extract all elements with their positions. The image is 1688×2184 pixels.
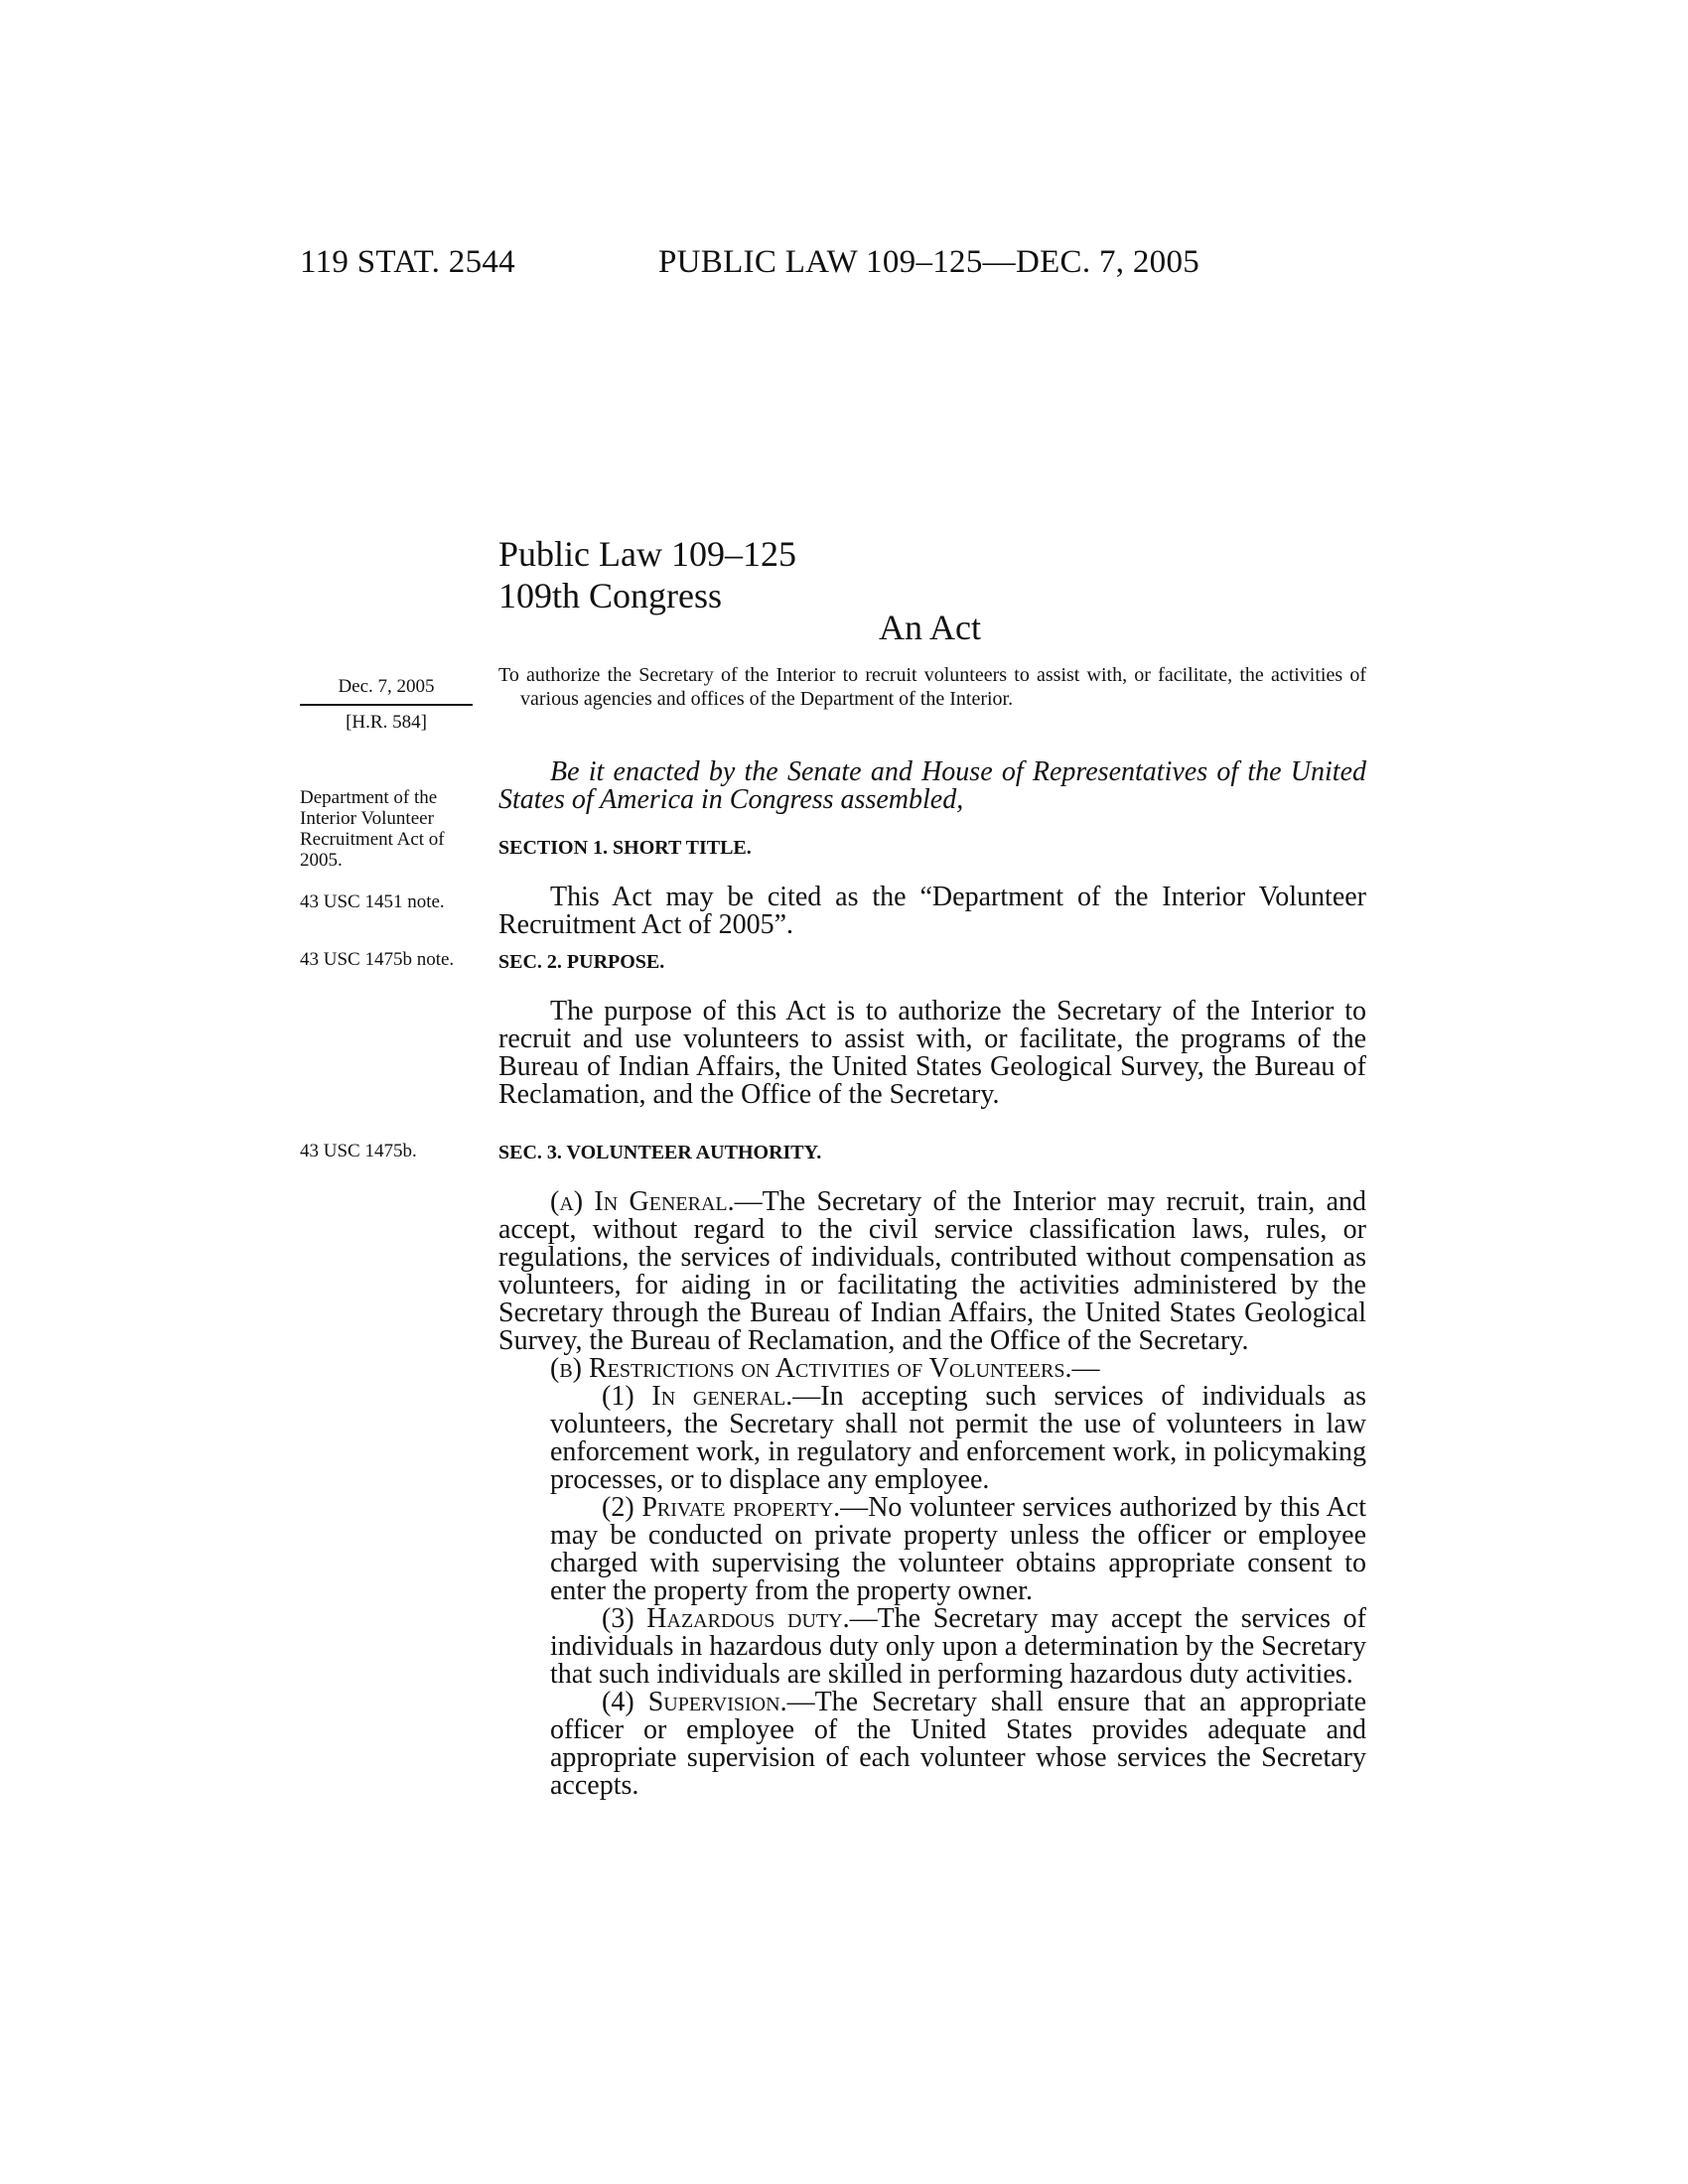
enacting-clause-text: Be it enacted by the Senate and House of Representatives of the United States of America in Congress assembled, — [498, 756, 1366, 815]
public-law-number: Public Law 109–125 — [498, 534, 796, 574]
date-divider — [300, 704, 473, 706]
running-title: PUBLIC LAW 109–125—DEC. 7, 2005 — [658, 244, 1200, 280]
subsection-a — [498, 1188, 1366, 1355]
margin-note-usc-1475b: 43 USC 1475b. — [300, 1141, 417, 1161]
section-2-heading: SEC. 2. PURPOSE. — [498, 951, 665, 973]
congress-number: 109th Congress — [498, 576, 722, 615]
paragraph-b2-label: (2) Private property.— — [602, 1492, 869, 1523]
bill-number: [H.R. 584] — [346, 712, 427, 733]
paragraph-b1-text: In accepting such services of individuals as volunteers, the Secretary shall not permit the use of volunteers in law enforcement work, in regulatory and enforcement work, in policymaking processes, or to displace any employee. — [550, 1381, 1366, 1495]
paragraph-b2-text: No volunteer services authorized by this Act may be conducted on private property unless the officer or employee charged with supervising the volunteer obtains appropriate consent to enter the property from the property owner. — [550, 1492, 1366, 1606]
paragraph-b4 — [550, 1689, 1366, 1800]
subsection-b-heading — [498, 1355, 1366, 1383]
margin-note-short-title: Department of the Interior Volunteer Recruitment Act of 2005. — [300, 787, 445, 871]
paragraph-b3-label: (3) Hazardous duty.— — [602, 1603, 878, 1634]
subsection-b-label: (b) Restrictions on Activities of Volunteers.— — [550, 1353, 1100, 1384]
enacting-clause — [498, 758, 1366, 814]
paragraph-b3 — [550, 1605, 1366, 1689]
subsection-a-text: The Secretary of the Interior may recruit, train, and accept, without regard to the civil service classification laws, rules, or regulations, the services of individuals, contributed without compensation as volunteers, for aiding in or facilitating the activities administered by the Secretary through the Bureau of Indian Affairs, the United States Geological Survey, the Bureau of Reclamation, and the Office of the Secretary. — [498, 1186, 1366, 1356]
an-act-heading: An Act — [879, 608, 981, 647]
long-title — [498, 663, 1366, 711]
margin-note-usc-1475b-note: 43 USC 1475b note. — [300, 949, 455, 970]
enactment-date-note — [300, 676, 473, 734]
paragraph-b4-label: (4) Supervision.— — [602, 1687, 815, 1717]
section-1-text: This Act may be cited as the “Department of the Interior Volunteer Recruitment Act of 2005”. — [498, 882, 1366, 940]
enactment-date: Dec. 7, 2005 — [338, 676, 435, 697]
paragraph-b1 — [550, 1383, 1366, 1494]
section-1 — [498, 836, 1366, 939]
section-3 — [498, 1141, 1366, 1800]
paragraph-b4-text: The Secretary shall ensure that an appropriate officer or employee of the United States provides adequate and appropriate supervision of each volunteer whose services the Secretary accepts. — [550, 1687, 1367, 1801]
subsection-a-label: (a) In General.— — [550, 1186, 763, 1217]
paragraph-b1-label: (1) In general.— — [602, 1381, 821, 1412]
law-title-block — [498, 533, 796, 616]
long-title-text: To authorize the Secretary of the Interior to recruit volunteers to assist with, or facilitate, the activities of various agencies and offices of the Department of the Interior. — [498, 664, 1366, 710]
margin-note-usc-1451: 43 USC 1451 note. — [300, 891, 445, 912]
paragraph-b2 — [550, 1494, 1366, 1605]
paragraph-b3-text: The Secretary may accept the services of individuals in hazardous duty only upon a determination by the Secretary that such individuals are skilled in performing hazardous duty activities. — [550, 1603, 1367, 1690]
page-stat-number: 119 STAT. 2544 — [300, 244, 515, 280]
section-3-heading: SEC. 3. VOLUNTEER AUTHORITY. — [498, 1142, 822, 1163]
section-2 — [498, 950, 1366, 1109]
section-1-heading: SECTION 1. SHORT TITLE. — [498, 837, 752, 859]
subsection-b-paragraphs — [550, 1383, 1366, 1800]
section-2-text: The purpose of this Act is to authorize the Secretary of the Interior to recruit and use volunteers to assist with, or facilitate, the programs of the Bureau of Indian Affairs, the United States Geological Survey, the Bureau of Reclamation, and the Office of the Secretary. — [498, 996, 1366, 1110]
